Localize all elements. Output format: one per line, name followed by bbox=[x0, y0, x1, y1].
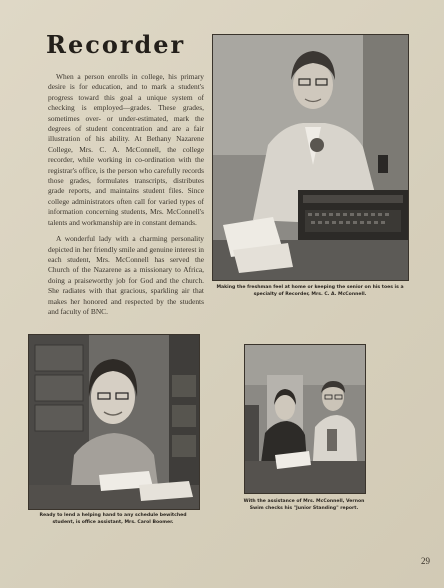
article-paragraph: When a person enrolls in college, his primary desire is for education, and to mark a student's progress toward this goal a unique system of checking is employed—grades. These grades, sometimes over- or under-estimated, mark the degrees of student concentration and are a fair illustration of his ability. At Bethany Nazarene College, Mrs. C. A. McConnell, the college recorder, while working in co-ordination with the registrar's office, is the person who carefully records those grades, formulates transcripts, distributes grade reports, and maintains student files. Since college administrators often call for varied types of information concerning students, Mrs. McConnell's talents and workmanship are in constant demands. bbox=[48, 72, 204, 227]
recorder-caption: Making the freshman feel at home or keeping the senior on his toes is a specialty of Recorder, Mrs. C. A. McConnell. bbox=[216, 285, 404, 297]
article-body bbox=[48, 72, 204, 323]
junior-standing-photo bbox=[244, 344, 366, 494]
assistant-photo bbox=[28, 334, 200, 510]
article-paragraph: A wonderful lady with a charming personality depicted in her friendly smile and genuine interest in each student, Mrs. McConnell has served the Church of the Nazarene as a missionary to Africa, doing a praiseworthy job for God and the church. She radiates with that gracious, sparkling air that makes her honored and respected by the students and faculty of BNC. bbox=[48, 234, 204, 316]
page-title: Recorder bbox=[46, 30, 186, 59]
junior-standing-caption: With the assistance of Mrs. McConnell, Vernon Swim checks his "Junior Standing" report. bbox=[243, 499, 365, 511]
recorder-photo bbox=[212, 34, 409, 281]
page-number: 29 bbox=[421, 556, 430, 566]
assistant-caption: Ready to lend a helping hand to any schedule bewitched student, is office assistant, Mrs. Carol Boomer. bbox=[39, 513, 187, 525]
